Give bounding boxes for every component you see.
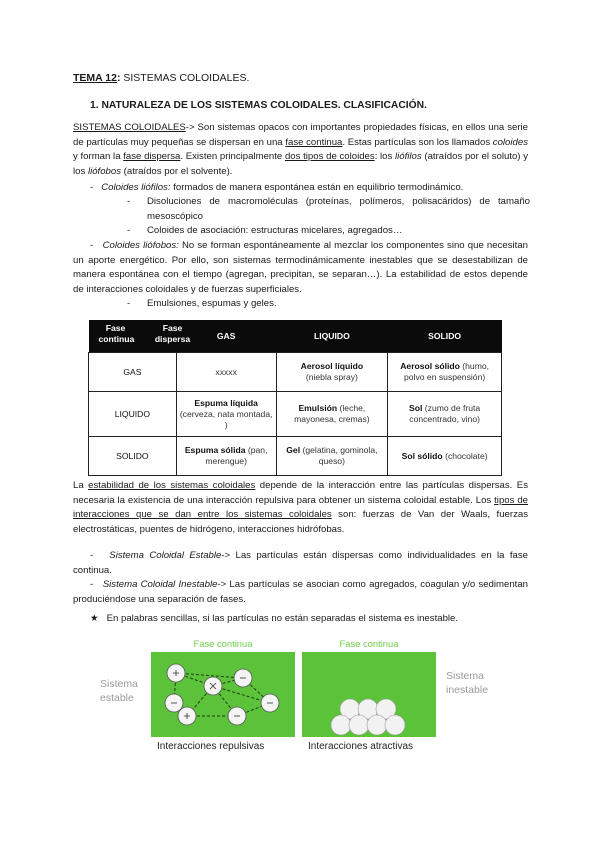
cell-term: Espuma sólida bbox=[184, 445, 246, 455]
cell-example: (chocolate) bbox=[445, 450, 488, 461]
row-label: SOLIDO bbox=[89, 437, 177, 476]
liofilos-text: formados de manera espontánea están en equilibrio termodinámico. bbox=[170, 182, 464, 193]
dos-tipos-term: dos tipos de coloides bbox=[284, 151, 375, 163]
estable-text: -> Las partículas están dispersas como individualidades en la fase continua. bbox=[73, 550, 528, 576]
liofilos-sub-2: Coloides de asociación: estructuras micelares, agregados… bbox=[147, 225, 403, 236]
liofobos-sub-1: Emulsiones, espumas y geles. bbox=[147, 298, 277, 309]
sistema-inestable-label bbox=[446, 669, 506, 697]
cell-term: Aerosol sólido bbox=[400, 361, 460, 371]
cell-example: (humo, polvo en suspensión) bbox=[404, 361, 490, 382]
table-header-corner bbox=[89, 320, 191, 353]
liofobos-text: No se forman espontáneamente al mezclar los componentes sino que necesitan un aporte energético. Por ello, son sistemas termodinámicamente inestables que se desestabilizan de manera espontánea con el tiempo (agregan, precipitan, se separan…). La estabilidad de estos depende de interacciones coloidales y de fuerzas superficiales. bbox=[73, 240, 528, 295]
title-text: SISTEMAS COLOIDALES. bbox=[120, 72, 250, 84]
sub-bullet-dash: - bbox=[127, 225, 131, 236]
table-cell bbox=[276, 353, 388, 392]
estable-label: Sistema Coloidal Estable bbox=[109, 550, 222, 561]
header-gas: GAS bbox=[176, 320, 276, 353]
cell-example: (leche, mayonesa, cremas) bbox=[294, 403, 370, 424]
estabilidad-term: estabilidad de los sistemas coloidales bbox=[88, 480, 256, 491]
inestable-item bbox=[73, 578, 528, 607]
fase-dispersa-term: fase dispersa bbox=[123, 151, 181, 163]
cell-term: Sol sólido bbox=[401, 450, 443, 461]
table-cell bbox=[276, 392, 388, 437]
row-label: LIQUIDO bbox=[89, 392, 177, 437]
sistema-estable-line-1: Sistema bbox=[100, 678, 138, 690]
repulsive-particles-diagram bbox=[151, 652, 295, 737]
interacciones-term: tipos de interacciones que se dan entre los sistemas coloidales bbox=[73, 494, 528, 521]
sistema-estable-line-2: estable bbox=[100, 692, 134, 704]
estabilidad-text-2: son: fuerzas de Van der Waals, fuerzas electrostáticas, puentes de hidrógeno, interacciones hidrófobas. bbox=[73, 509, 528, 535]
cell-term: Emulsión bbox=[298, 403, 338, 413]
cell-example: (zumo de fruta concentrado, vino) bbox=[409, 403, 481, 424]
intro-text-6: (atraídos por el soluto) y los bbox=[73, 151, 528, 177]
fase-continua-label-right: Fase continua bbox=[339, 638, 399, 649]
fase-continua-term: fase continua bbox=[285, 136, 343, 148]
sub-bullet-dash: - bbox=[127, 196, 131, 207]
intro-term: SISTEMAS COLOIDALES bbox=[73, 122, 186, 133]
header-fase-dispersa: Fase dispersa bbox=[154, 323, 191, 344]
table-header-row bbox=[89, 320, 502, 353]
cell-term: Aerosol líquido bbox=[300, 361, 364, 371]
table-row bbox=[89, 353, 502, 392]
cell-example: (cerveza, nata montada, ) bbox=[179, 408, 273, 430]
star-icon: ★ bbox=[90, 613, 99, 624]
stable-panel bbox=[151, 652, 295, 737]
cell-term: Gel bbox=[286, 445, 301, 455]
sub-bullet-dash: - bbox=[127, 298, 131, 309]
dispersion-table bbox=[88, 320, 502, 476]
liofobos-term: liófobos bbox=[87, 165, 122, 177]
table-cell bbox=[176, 437, 276, 476]
row-label: GAS bbox=[89, 353, 177, 392]
table-cell bbox=[388, 437, 502, 476]
intro-paragraph bbox=[73, 121, 528, 179]
liofobos-label: Coloides liófobos: bbox=[102, 240, 179, 251]
sistema-estable-label bbox=[100, 677, 150, 705]
liofobos-item bbox=[73, 239, 528, 297]
header-liquido: LIQUIDO bbox=[276, 320, 388, 353]
bullet-dash: - bbox=[90, 579, 94, 590]
sistema-inestable-line-1: Sistema bbox=[446, 670, 484, 682]
intro-text-3: y forman la bbox=[73, 151, 124, 163]
table-cell bbox=[388, 353, 502, 392]
cell-example: (gelatina, gominola, queso) bbox=[302, 445, 378, 466]
intro-text-2: . Estas partículas son los llamados bbox=[342, 136, 493, 148]
estabilidad-paragraph bbox=[73, 479, 528, 537]
table-row bbox=[89, 392, 502, 437]
cell-term: Sol bbox=[409, 403, 423, 413]
liofilos-sub-1-text: Disoluciones de macromoléculas (proteínas, polímeros, polisacáridos) de tamaño mesoscópico bbox=[147, 196, 530, 222]
estable-item bbox=[73, 549, 528, 578]
fase-continua-label-left: Fase continua bbox=[193, 638, 253, 649]
liofilos-sub-1 bbox=[147, 195, 530, 224]
intro-text-4: . Existen principalmente bbox=[180, 151, 285, 163]
unstable-panel bbox=[302, 652, 436, 737]
attractive-particles-diagram bbox=[302, 652, 436, 737]
estabilidad-text-1: depende de la interacción entre las partículas dispersas. Es necesaria la existencia de una interacción repulsiva para obtener un sistema coloidal estable. Los bbox=[73, 480, 528, 506]
star-note-text: En palabras sencillas, si las partículas no están separadas el sistema es inestable. bbox=[106, 613, 459, 624]
liofilos-label: Coloides liófilos: bbox=[101, 182, 171, 193]
coloides-term: coloides bbox=[492, 136, 528, 148]
intro-text-7: (atraídos por el solvente). bbox=[121, 165, 233, 177]
cell-example: (niebla spray) bbox=[305, 372, 358, 382]
table-cell bbox=[276, 437, 388, 476]
table-cell bbox=[176, 392, 276, 437]
liofilos-item bbox=[90, 181, 530, 196]
title-colon: : bbox=[116, 72, 121, 84]
cell-example: (pan, merengue) bbox=[205, 445, 268, 466]
bullet-dash: - bbox=[90, 182, 94, 193]
star-note bbox=[90, 612, 530, 627]
header-fase-continua: Fase continua bbox=[98, 323, 135, 344]
intro-text-1: -> Son sistemas opacos con importantes propiedades físicas, en ellos una serie de partículas muy pequeñas se dispersan en una bbox=[73, 122, 528, 148]
table-row bbox=[89, 437, 502, 476]
inestable-label: Sistema Coloidal Inestable bbox=[102, 579, 218, 590]
intro-text-5: : los bbox=[374, 151, 396, 163]
page-title bbox=[73, 72, 249, 84]
table-cell: xxxxx bbox=[176, 353, 276, 392]
section-heading: 1. NATURALEZA DE LOS SISTEMAS COLOIDALES. CLASIFICACIÓN. bbox=[90, 100, 427, 111]
bullet-dash: - bbox=[90, 550, 94, 561]
sistema-inestable-line-2: inestable bbox=[446, 684, 489, 696]
inestable-text: -> Las partículas se asocian como agregados, coagulan y/o sedimentan produciéndose una separación de fases. bbox=[73, 579, 528, 605]
bullet-dash: - bbox=[90, 240, 94, 251]
liofilos-term: liófilos bbox=[395, 151, 422, 163]
caption-attractive: Interacciones atractivas bbox=[308, 741, 414, 752]
estabilidad-text-0: La bbox=[73, 480, 89, 491]
cell-term: Espuma líquida bbox=[194, 397, 258, 408]
header-solido: SOLIDO bbox=[388, 320, 502, 353]
caption-repulsive: Interacciones repulsivas bbox=[157, 741, 265, 752]
table-cell bbox=[388, 392, 502, 437]
topic-number: TEMA 12 bbox=[73, 72, 117, 84]
